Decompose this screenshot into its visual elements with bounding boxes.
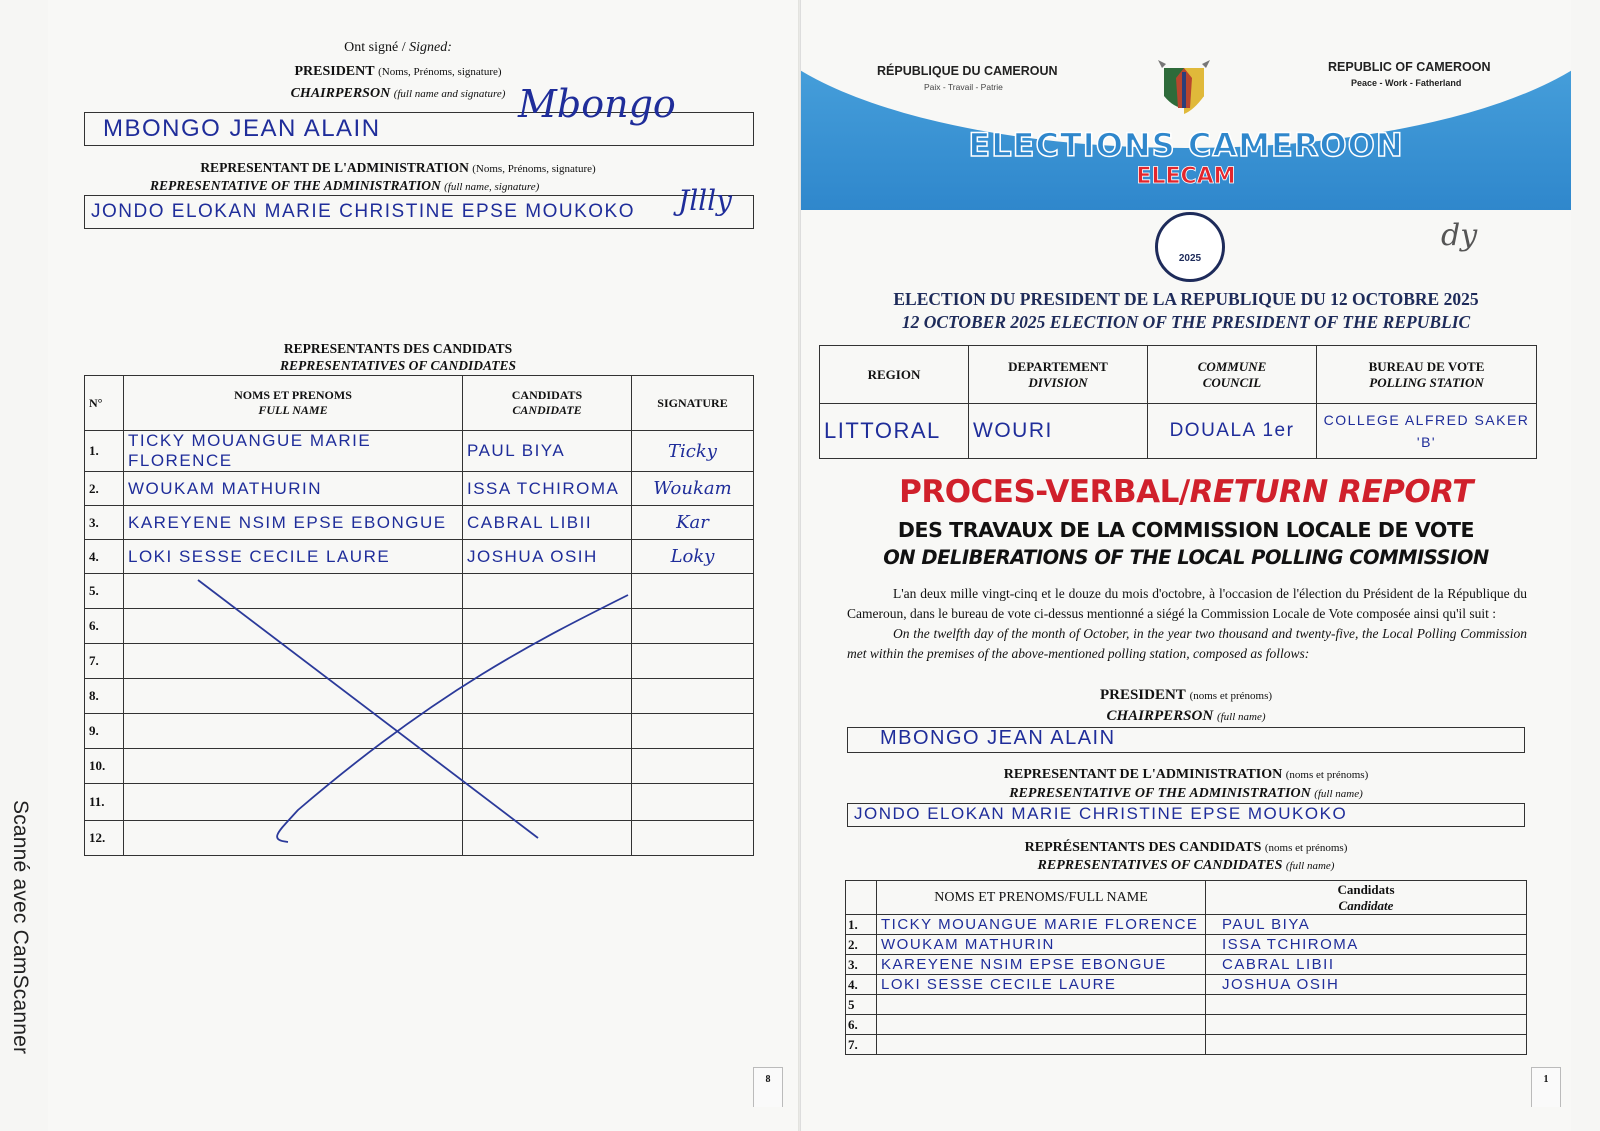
table-row: [846, 995, 1527, 1015]
rp-candidates-table: [845, 880, 1527, 1055]
administration-label-en: REPRESENTATIVE OF THE ADMINISTRATION (full name, signature): [150, 178, 540, 193]
candidate-name: PAUL BIYA: [463, 431, 632, 472]
chairperson-label-en: CHAIRPERSON (full name and signature): [290, 86, 506, 101]
report-title: PROCES-VERBAL/RETURN REPORT: [899, 474, 1473, 510]
signature: Loky: [632, 540, 754, 574]
table-row: [85, 431, 754, 472]
elecam-acronym: ELECAM: [1136, 164, 1236, 189]
col-signature: SIGNATURE: [632, 376, 754, 431]
republic-fr: RÉPUBLIQUE DU CAMEROUN: [877, 64, 1058, 78]
polling-location-table: [819, 345, 1537, 459]
representative-name: KAREYENE NSIM EPSE EBONGUE: [877, 955, 1206, 975]
intro-en: On the twelfth day of the month of October, in the year two thousand and twenty-five, the Local Polling Commission met within the premises of the above-mentioned polling station, composed as follows:: [847, 626, 1527, 661]
candidates-title-fr: REPRESENTANTS DES CANDIDATS: [283, 341, 513, 356]
signature: Ticky: [632, 431, 754, 472]
col-division: DEPARTEMENT DIVISION: [969, 346, 1148, 404]
polling-station-value: COLLEGE ALFRED SAKER 'B': [1317, 404, 1537, 459]
coat-of-arms-icon: [1156, 58, 1212, 120]
motto-fr: Paix - Travail - Patrie: [924, 82, 1003, 92]
table-row: [846, 935, 1527, 955]
representative-name: TICKY MOUANGUE MARIE FLORENCE: [124, 431, 463, 472]
candidate-name: [1206, 995, 1527, 1015]
candidate-name: ISSA TCHIROMA: [1206, 935, 1527, 955]
signature: Kar: [632, 506, 754, 540]
representative-name: [877, 1015, 1206, 1035]
representative-name: [877, 1035, 1206, 1055]
table-row: [85, 506, 754, 540]
table-row: [846, 975, 1527, 995]
candidate-name: CABRAL LIBII: [1206, 955, 1527, 975]
candidate-name: JOSHUA OSIH: [463, 540, 632, 574]
table-row: [846, 915, 1527, 935]
rp-admin-label-fr: REPRESENTANT DE L'ADMINISTRATION (noms et prénoms): [1003, 767, 1369, 782]
signed-heading: Ont signé / Signed:: [344, 40, 452, 55]
row-number: 1.: [85, 431, 124, 472]
row-number: 5: [846, 995, 877, 1015]
division-value: WOURI: [969, 404, 1148, 459]
representative-name: WOUKAM MATHURIN: [124, 472, 463, 506]
president-name-value: MBONGO JEAN ALAIN: [103, 115, 381, 142]
row-number: 9.: [85, 714, 124, 749]
left-page: [48, 0, 798, 1131]
row-number: 2.: [846, 935, 877, 955]
col-number: N°: [85, 376, 124, 431]
report-subtitle-fr: DES TRAVAUX DE LA COMMISSION LOCALE DE VOTE: [897, 518, 1475, 542]
representative-name: TICKY MOUANGUE MARIE FLORENCE: [877, 915, 1206, 935]
col-council: COMMUNE COUNCIL: [1148, 346, 1317, 404]
rp-admin-field: JONDO ELOKAN MARIE CHRISTINE EPSE MOUKOKO: [847, 803, 1525, 827]
president-signature: Mbongo: [518, 82, 676, 126]
administration-label-fr: REPRESENTANT DE L'ADMINISTRATION (Noms, Prénoms, signature): [200, 160, 596, 175]
table-row: [846, 1035, 1527, 1055]
election-title-fr: ELECTION DU PRESIDENT DE LA REPUBLIQUE DU 12 OCTOBRE 2025: [893, 289, 1479, 309]
row-number: 12.: [85, 821, 124, 856]
page-number-right: 1: [1531, 1067, 1561, 1107]
rp-president-label: PRESIDENT (noms et prénoms): [1099, 687, 1273, 703]
council-value: DOUALA 1er: [1148, 404, 1317, 459]
col-region: REGION: [820, 346, 969, 404]
rp-chairperson-label: CHAIRPERSON (full name): [1106, 708, 1266, 724]
cross-out-strike-icon: [188, 570, 658, 845]
candidates-title-en: REPRESENTATIVES OF CANDIDATES: [279, 358, 517, 373]
candidate-name: JOSHUA OSIH: [1206, 975, 1527, 995]
row-number: 3.: [846, 955, 877, 975]
row-number: 8.: [85, 679, 124, 714]
rp-president-field: MBONGO JEAN ALAIN: [847, 727, 1525, 753]
administration-name-value: JONDO ELOKAN MARIE CHRISTINE EPSE MOUKOKO: [91, 201, 635, 222]
representative-name: WOUKAM MATHURIN: [877, 935, 1206, 955]
col-candidate: Candidats Candidate: [1206, 881, 1527, 915]
camscanner-watermark: Scanné avec CamScanner: [9, 800, 32, 1055]
table-row: [846, 955, 1527, 975]
rp-candidates-title-en: REPRESENTATIVES OF CANDIDATES (full name): [1037, 858, 1335, 873]
president-label-fr: PRESIDENT (Noms, Prénoms, signature): [294, 64, 502, 79]
intro-fr: L'an deux mille vingt-cinq et le douze du mois d'octobre, à l'occasion de l'élection du Président de la République du Cameroun, dans le bureau de vote ci-dessus mentionné a siégé la Commission Locale de Vote composée ainsi qu'il suit :: [847, 586, 1527, 621]
elections-cameroon-title: ELECTIONS CAMEROON: [968, 126, 1404, 164]
candidate-name: CABRAL LIBII: [463, 506, 632, 540]
col-polling-station: BUREAU DE VOTE POLLING STATION: [1317, 346, 1537, 404]
row-number: 5.: [85, 574, 124, 609]
candidate-name: [1206, 1015, 1527, 1035]
election-2025-seal-icon: 2025: [1155, 212, 1225, 282]
intro-paragraph: [847, 584, 1527, 664]
representative-name: LOKI SESSE CECILE LAURE: [877, 975, 1206, 995]
table-row: [85, 540, 754, 574]
col-full-name: NOMS ET PRENOMS FULL NAME: [124, 376, 463, 431]
row-number: 4.: [846, 975, 877, 995]
report-subtitle-en: ON DELIBERATIONS OF THE LOCAL POLLING COMMISSION: [883, 546, 1489, 569]
row-number: 7.: [85, 644, 124, 679]
row-number: 10.: [85, 749, 124, 784]
representative-name: [877, 995, 1206, 1015]
right-page: [800, 0, 1571, 1131]
row-number: 3.: [85, 506, 124, 540]
administration-name-field: [84, 195, 754, 229]
election-title-en: 12 OCTOBER 2025 ELECTION OF THE PRESIDENT OF THE REPUBLIC: [901, 312, 1471, 332]
rp-candidates-title-fr: REPRÉSENTANTS DES CANDIDATS (noms et prénoms): [1024, 840, 1348, 855]
initials-mark: dy: [1441, 218, 1478, 253]
candidate-name: PAUL BIYA: [1206, 915, 1527, 935]
table-row: [85, 472, 754, 506]
row-number: 1.: [846, 915, 877, 935]
candidate-name: ISSA TCHIROMA: [463, 472, 632, 506]
representative-name: LOKI SESSE CECILE LAURE: [124, 540, 463, 574]
row-number: 7.: [846, 1035, 877, 1055]
page-number-left: 8: [753, 1067, 783, 1107]
administration-signature: Jllly: [678, 184, 732, 217]
col-candidate: CANDIDATS CANDIDATE: [463, 376, 632, 431]
row-number: 2.: [85, 472, 124, 506]
republic-en: REPUBLIC OF CAMEROON: [1328, 60, 1491, 74]
table-row: [846, 1015, 1527, 1035]
region-value: LITTORAL: [820, 404, 969, 459]
rp-admin-label-en: REPRESENTATIVE OF THE ADMINISTRATION (full name): [1009, 786, 1363, 801]
row-number: 4.: [85, 540, 124, 574]
row-number: 11.: [85, 784, 124, 821]
representative-name: KAREYENE NSIM EPSE EBONGUE: [124, 506, 463, 540]
motto-en: Peace - Work - Fatherland: [1351, 78, 1462, 88]
row-number: 6.: [846, 1015, 877, 1035]
col-full-name: NOMS ET PRENOMS/FULL NAME: [877, 881, 1206, 915]
signature: Woukam: [632, 472, 754, 506]
candidate-name: [1206, 1035, 1527, 1055]
row-number: 6.: [85, 609, 124, 644]
